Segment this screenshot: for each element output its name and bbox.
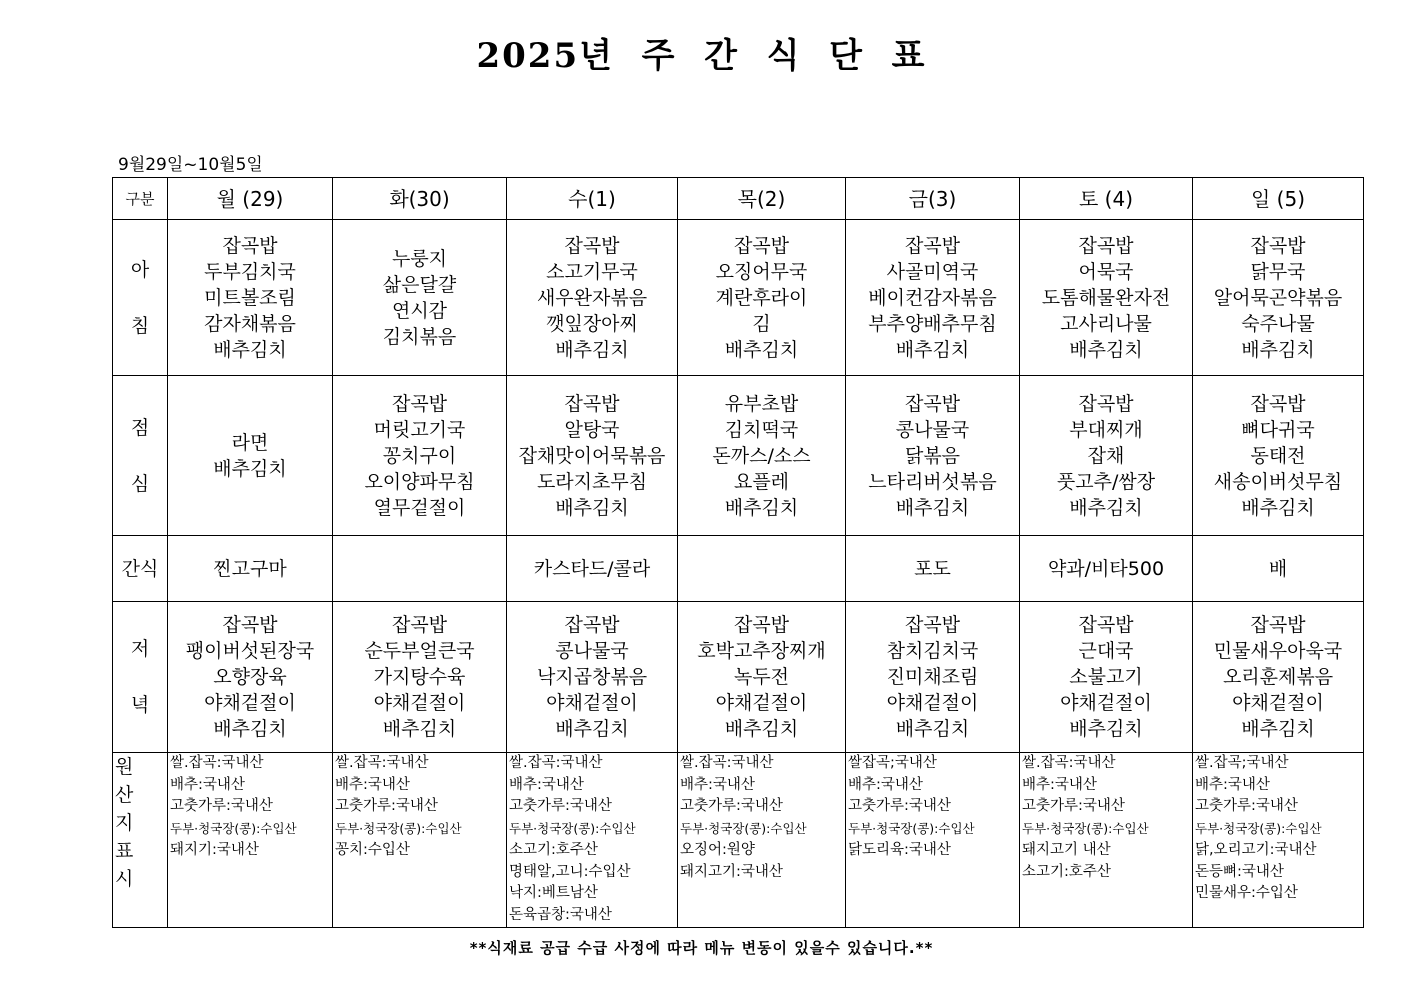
menu-item: 잡곡밥 [564,234,620,257]
menu-item: 계란후라이 [715,286,808,309]
menu-item: 잡곡밥 [391,614,448,636]
menu-item: 부대찌개 [1069,418,1143,441]
menu-item: 배추김치 [895,496,970,519]
menu-item: 포도 [914,557,951,580]
menu-item: 잡곡밥 [391,392,448,415]
footnote: **식재료 공급 수급 사정에 따라 메뉴 변동이 있을수 있습니다.** [469,939,934,957]
origin-item: 오징어:원양 [680,841,755,858]
menu-item: 새송이버섯무침 [1213,470,1343,493]
breakfast-cell-fri [846,220,1020,376]
day-header-mon: 월 (29) [168,178,333,220]
menu-item: 야채겉절이 [546,692,638,714]
menu-item: 동태전 [1250,444,1306,467]
menu-item: 배추김치 [1241,338,1315,361]
origin-item: 두부·청국장(콩):수입산 [680,821,807,837]
origin-cell-thu [678,753,846,928]
breakfast-cell-thu [678,220,846,376]
origin-item: 고춧가루:국내산 [848,798,951,815]
snack-cell-wed [507,536,678,602]
menu-item: 풋고추/쌈장 [1056,470,1156,493]
origin-item: 배추:국내산 [170,776,245,793]
corner-label: 구분 [113,178,168,220]
menu-item: 잡곡밥 [1078,392,1134,415]
menu-item: 배추김치 [1241,718,1315,740]
menu-item: 김 [752,312,771,335]
dinner-cell-sun [1193,602,1364,753]
menu-item: 배추김치 [724,718,799,740]
menu-item: 고사리나물 [1060,312,1152,335]
origin-item: 쌀.잡곡;국내산 [1195,755,1289,771]
row-label-char: 표 [115,840,134,862]
origin-item: 배추:국내산 [848,776,923,793]
origin-item: 두부·청국장(콩):수입산 [509,821,636,837]
menu-item: 깻잎장아찌 [546,312,638,335]
menu-item: 라면 [231,431,269,454]
lunch-cell-wed [507,376,678,536]
origin-item: 두부·청국장(콩):수입산 [1195,821,1322,837]
menu-item: 사골미역국 [886,260,979,283]
origin-cell-mon [168,753,333,928]
breakfast-cell-sun [1193,220,1364,376]
weekly-menu-table [112,177,1364,928]
menu-item: 두부김치국 [204,260,296,283]
menu-item: 약과/비타500 [1047,557,1165,580]
origin-item: 고춧가루:국내산 [1022,798,1125,815]
menu-item: 잡곡밥 [222,614,278,636]
menu-item: 참치김치국 [886,640,979,662]
origin-label [113,753,168,928]
origin-item: 두부·청국장(콩):수입산 [848,821,975,837]
origin-item: 배추:국내산 [1195,776,1270,793]
menu-item: 잡곡밥 [564,614,620,636]
origin-item: 배추:국내산 [509,776,584,793]
menu-item: 찐고구마 [213,557,287,580]
menu-item: 잡곡밥 [904,234,961,257]
origin-item: 민물새우:수입산 [1195,885,1298,902]
breakfast-row [113,220,1364,376]
menu-item: 잡곡밥 [222,234,278,257]
origin-item: 돈등뼈:국내산 [1195,863,1284,880]
origin-item: 쌀.잡곡:국내산 [335,755,429,771]
menu-item: 배추김치 [555,496,629,519]
origin-item: 돈육곱창:국내산 [509,906,612,923]
origin-cell-wed [507,753,678,928]
row-label-char: 시 [115,868,134,890]
menu-item: 베이컨감자볶음 [868,286,997,309]
page-title: 2025년 주 간 식 단 표 [476,36,927,76]
origin-item: 쌀.잡곡:국내산 [1022,755,1116,771]
menu-item: 배추김치 [382,718,457,740]
origin-item: 소고기:호주산 [509,841,598,858]
origin-item: 닭도리육:국내산 [848,841,951,858]
menu-item: 잡곡밥 [733,234,790,257]
origin-item: 배추:국내산 [1022,776,1097,793]
snack-cell-tue [333,536,507,602]
lunch-label [113,376,168,536]
origin-cell-sat [1020,753,1193,928]
menu-item: 야채겉절이 [715,692,808,714]
menu-item: 잡곡밥 [1078,234,1134,257]
day-header-tue: 화(30) [333,178,507,220]
dinner-cell-sat [1020,602,1193,753]
menu-item: 야채겉절이 [204,692,296,714]
row-label-char: 침 [130,314,150,337]
origin-item: 돼지고기:국내산 [680,863,783,880]
menu-item: 새우완자볶음 [536,286,648,309]
row-label-char: 저 [130,638,150,660]
menu-item: 김치볶음 [382,325,457,348]
menu-item: 삶은달걀 [382,273,457,296]
menu-item: 연시감 [391,299,448,322]
breakfast-cell-tue [333,220,507,376]
menu-item: 도라지초무침 [536,470,648,493]
origin-item: 명태알,고니:수입산 [509,863,631,880]
menu-item: 감자채볶음 [204,312,296,335]
lunch-cell-sat [1020,376,1193,536]
menu-item: 배추김치 [213,718,287,740]
menu-item: 배추김치 [724,338,799,361]
lunch-cell-sun [1193,376,1364,536]
dinner-label [113,602,168,753]
lunch-cell-mon [168,376,333,536]
dinner-cell-tue [333,602,507,753]
menu-item: 잡곡밥 [904,614,961,636]
menu-item: 잡곡밥 [733,614,790,636]
row-label-char: 아 [130,258,150,281]
menu-item: 배 [1268,557,1288,580]
origin-cell-sun [1193,753,1364,928]
menu-item: 배추김치 [213,457,287,480]
menu-item: 누룽지 [391,247,448,270]
menu-item: 배추김치 [213,338,287,361]
snack-label [113,536,168,602]
menu-item: 미트볼조림 [204,286,296,309]
snack-cell-thu [678,536,846,602]
origin-item: 돼지기:국내산 [170,841,259,858]
menu-item: 오향장육 [213,666,287,688]
origin-item: 고춧가루:국내산 [335,798,438,815]
header-row [113,178,1364,220]
day-header-sat: 토 (4) [1020,178,1193,220]
menu-item: 잡곡밥 [1250,614,1306,636]
origin-item: 닭,오리고기:국내산 [1195,841,1317,858]
breakfast-cell-wed [507,220,678,376]
menu-item: 배추김치 [1069,718,1143,740]
row-label-char: 산 [115,784,134,806]
row-label-char: 점 [130,416,150,439]
menu-item: 배추김치 [555,718,629,740]
row-label-char: 녁 [130,694,150,716]
menu-item: 알탕국 [564,418,620,441]
origin-item: 쌀.잡곡:국내산 [509,755,603,771]
menu-item: 오징어무국 [715,260,808,283]
origin-item: 두부·청국장(콩):수입산 [1022,821,1149,837]
menu-item: 배추김치 [1241,496,1315,519]
breakfast-label [113,220,168,376]
menu-item: 숙주나물 [1241,312,1315,335]
day-header-sun: 일 (5) [1193,178,1364,220]
origin-item: 낙지:베트남산 [509,885,598,902]
day-header-fri: 금(3) [846,178,1020,220]
breakfast-cell-mon [168,220,333,376]
origin-item: 고춧가루:국내산 [509,798,612,815]
origin-item: 돼지고기 내산 [1022,841,1111,858]
dinner-cell-mon [168,602,333,753]
menu-item: 소불고기 [1069,666,1143,688]
dinner-cell-fri [846,602,1020,753]
menu-item: 팽이버섯된장국 [185,640,315,662]
menu-item: 잡곡밥 [1250,234,1306,257]
menu-item: 가지탕수육 [373,666,466,688]
origin-cell-tue [333,753,507,928]
row-label-char: 원 [115,756,134,778]
menu-item: 요플레 [733,470,790,493]
menu-item: 순두부얼큰국 [364,640,475,662]
menu-item: 낙지곱창볶음 [536,666,648,688]
snack-cell-mon [168,536,333,602]
menu-item: 민물새우아욱국 [1213,640,1343,662]
breakfast-cell-sat [1020,220,1193,376]
menu-item: 잡채 [1087,444,1125,467]
menu-item: 닭볶음 [904,444,961,467]
origin-item: 꽁치:수입산 [335,841,410,858]
origin-item: 쌀.잡곡:국내산 [680,755,774,771]
origin-item: 쌀.잡곡:국내산 [170,755,264,771]
menu-item: 잡곡밥 [904,392,961,415]
menu-item: 배추김치 [1069,496,1143,519]
snack-cell-fri [846,536,1020,602]
menu-item: 어묵국 [1078,260,1134,283]
lunch-cell-tue [333,376,507,536]
menu-item: 배추김치 [555,338,629,361]
day-header-wed: 수(1) [507,178,678,220]
origin-item: 소고기:호주산 [1022,863,1111,880]
dinner-cell-wed [507,602,678,753]
origin-item: 고춧가루:국내산 [680,798,783,815]
menu-item: 야채겉절이 [373,692,466,714]
menu-item: 배추김치 [1069,338,1143,361]
lunch-cell-fri [846,376,1020,536]
row-label-char: 심 [130,472,150,495]
menu-item: 느타리버섯볶음 [868,470,997,493]
menu-item: 뼈다귀국 [1241,418,1315,441]
menu-item: 잡곡밥 [564,392,620,415]
origin-cell-fri [846,753,1020,928]
menu-item: 열무겉절이 [373,496,466,519]
menu-item: 닭무국 [1250,260,1306,283]
menu-item: 도톰해물완자전 [1041,286,1171,309]
menu-item: 잡채맛이어묵볶음 [518,444,666,467]
menu-item: 잡곡밥 [1250,392,1306,415]
origin-item: 고춧가루:국내산 [170,798,273,815]
snack-row [113,536,1364,602]
origin-item: 쌀잡곡;국내산 [848,755,937,771]
menu-item: 배추김치 [895,718,970,740]
menu-item: 야채겉절이 [886,692,979,714]
row-label-char: 간식 [121,557,159,580]
origin-item: 배추:국내산 [335,776,410,793]
menu-item: 오리훈제볶음 [1222,666,1334,688]
menu-item: 잡곡밥 [1078,614,1134,636]
menu-item: 녹두전 [733,666,790,688]
menu-item: 김치떡국 [724,418,799,441]
menu-item: 야채겉절이 [1060,692,1152,714]
date-range: 9월29일~10월5일 [118,155,263,175]
origin-row [113,753,1364,928]
lunch-row [113,376,1364,536]
menu-item: 꽁치구이 [382,444,457,467]
menu-item: 콩나물국 [895,418,970,441]
menu-item: 알어묵곤약볶음 [1213,286,1343,309]
snack-cell-sat [1020,536,1193,602]
origin-item: 두부·청국장(콩):수입산 [335,821,462,837]
menu-item: 호박고추장찌개 [697,640,826,662]
menu-item: 부추양배추무침 [868,312,997,335]
menu-item: 소고기무국 [546,260,638,283]
menu-item: 배추김치 [724,496,799,519]
snack-cell-sun [1193,536,1364,602]
menu-item: 돈까스/소스 [712,444,811,467]
dinner-row [113,602,1364,753]
menu-item: 머릿고기국 [373,418,466,441]
lunch-cell-thu [678,376,846,536]
menu-item: 배추김치 [895,338,970,361]
menu-item: 근대국 [1078,640,1134,662]
menu-item: 유부초밥 [724,392,799,415]
origin-item: 고춧가루:국내산 [1195,798,1298,815]
menu-item: 진미채조림 [886,666,979,688]
menu-item: 콩나물국 [555,640,629,662]
menu-item: 야채겉절이 [1232,692,1324,714]
origin-item: 두부·청국장(콩):수입산 [170,821,297,837]
menu-item: 오이양파무침 [364,470,475,493]
day-header-thu: 목(2) [678,178,846,220]
row-label-char: 지 [115,812,134,834]
menu-item: 카스타드/콜라 [533,557,651,580]
origin-item: 배추:국내산 [680,776,755,793]
dinner-cell-thu [678,602,846,753]
